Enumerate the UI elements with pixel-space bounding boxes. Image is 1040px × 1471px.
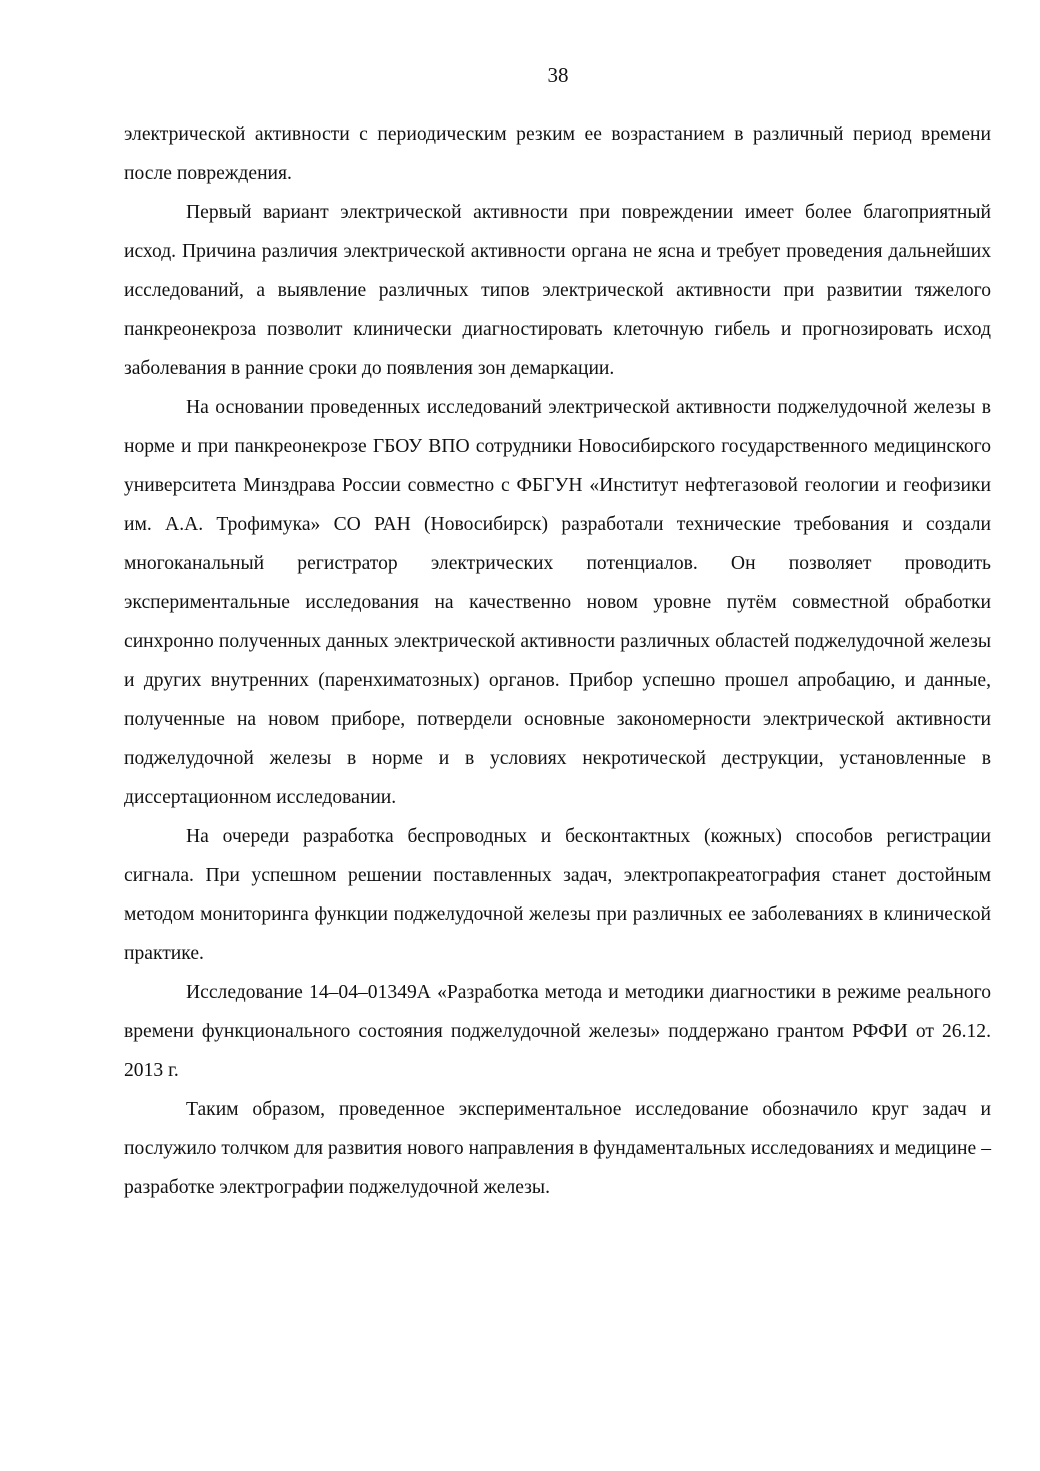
paragraph-first-variant: Первый вариант электрической активности при повреждении имеет более благоприятный исход. Причина различия электрической активности органа не ясна и требует проведения дальнейших исследований, а выявление различных типов электрической активности при развитии тяжелого панкреонекроза позволит клинически диагностировать клеточную гибель и прогнозировать исход заболевания в ранние сроки до появления зон демаркации. <box>124 202 991 379</box>
page-number: 38 <box>547 63 569 87</box>
paragraph-registrator: На основании проведенных исследований электрической активности поджелудочной железы в норме и при панкреонекрозе ГБОУ ВПО сотрудники Новосибирского государственного медицинского университета Минздрава России совместно с ФБГУН «Институт нефтегазовой геологии и геофизики им. А.А. Трофимука» СО РАН (Новосибирск) разработали технические требования и создали многоканальный регистратор электрических потенциалов. Он позволяет проводить экспериментальные исследования на качественно новом уровне путём совместной обработки синхронно полученных данных электрической активности различных областей поджелудочной железы и других внутренних (паренхиматозных) органов. Прибор успешно прошел апробацию, и данные, полученные на новом приборе, потвердели основные закономерности электрической активности поджелудочной железы в норме и в условиях некротической деструкции, установленные в диссертационном исследовании. <box>124 397 991 808</box>
paragraph-continuation: электрической активности с периодическим резким ее возрастанием в различный период времени после повреждения. <box>124 124 991 184</box>
body-text <box>124 115 991 1207</box>
paragraph-grant: Исследование 14–04–01349А «Разработка метода и методики диагностики в режиме реального времени функционального состояния поджелудочной железы» поддержано грантом РФФИ от 26.12. 2013 г. <box>124 982 991 1081</box>
paragraph-conclusion: Таким образом, проведенное экспериментальное исследование обозначило круг задач и послужило толчком для развития нового направления в фундаментальных исследованиях и медицине – разработке электрографии поджелудочной железы. <box>124 1099 991 1198</box>
paragraph-wireless-methods: На очереди разработка беспроводных и бесконтактных (кожных) способов регистрации сигнала. При успешном решении поставленных задач, электропакреатография станет достойным методом мониторинга функции поджелудочной железы при различных ее заболеваниях в клинической практике. <box>124 826 991 964</box>
